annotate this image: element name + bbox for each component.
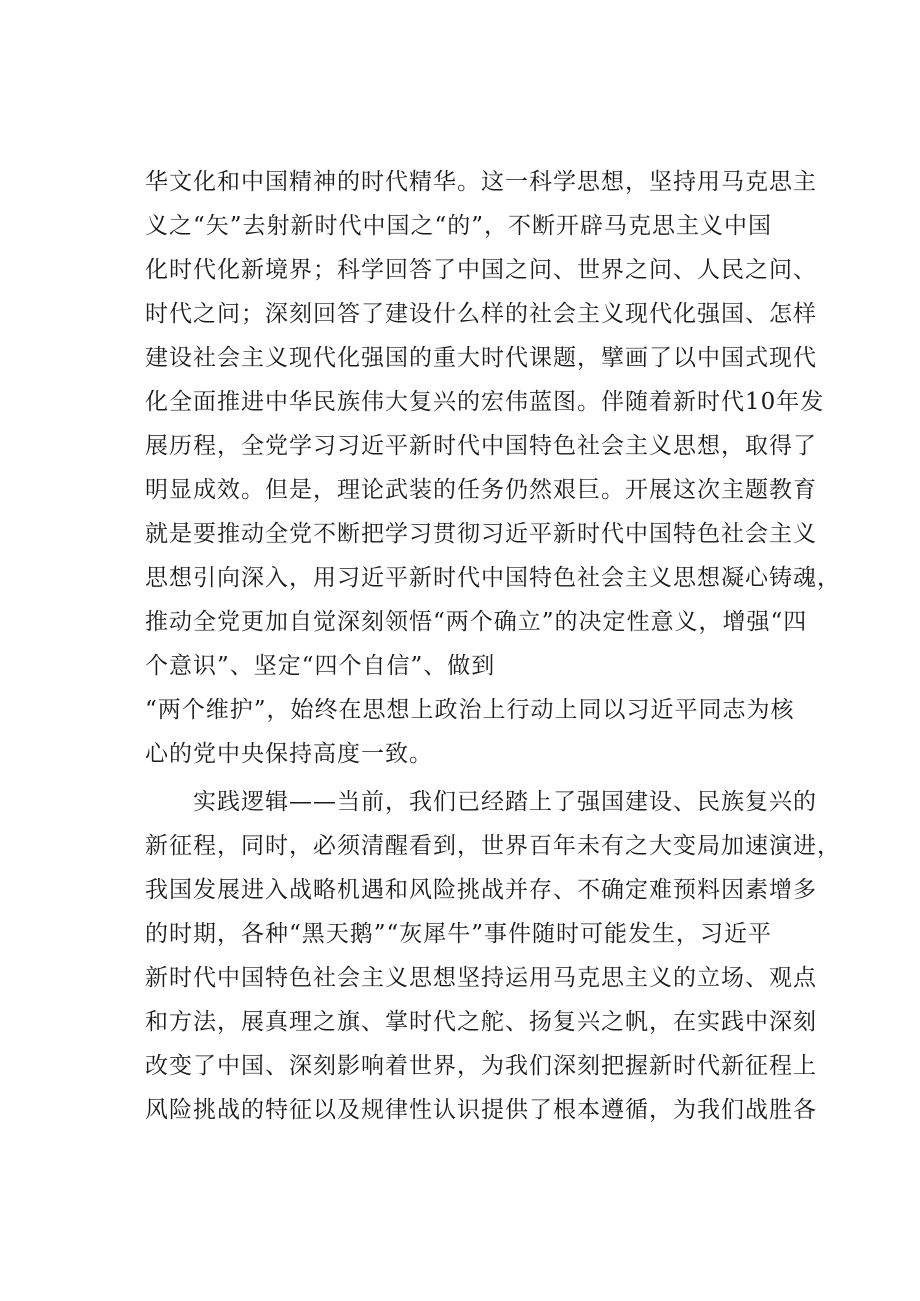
text-line: 新征程，同时，必须清醒看到，世界百年未有之大变局加速演进， — [145, 833, 841, 859]
text-line: 心的党中央保持高度一致。 — [145, 741, 433, 767]
text-line: 展历程，全党学习习近平新时代中国特色社会主义思想，取得了 — [145, 433, 817, 459]
text-line: 我国发展进入战略机遇和风险挑战并存、不确定难预料因素增多 — [145, 877, 817, 903]
text-line: 思想引向深入，用习近平新时代中国特色社会主义思想凝心铸魂， — [145, 565, 841, 591]
text-line: 新时代中国特色社会主义思想坚持运用马克思主义的立场、观点 — [145, 965, 817, 991]
text-line: 实践逻辑——当前，我们已经踏上了强国建设、民族复兴的 — [145, 789, 817, 815]
text-line: 化全面推进中华民族伟大复兴的宏伟蓝图。伴随着新时代10年发 — [145, 389, 825, 415]
text-line: “两个维护”，始终在思想上政治上行动上同以习近平同志为核 — [145, 697, 795, 723]
text-line: 化时代化新境界；科学回答了中国之问、世界之问、人民之问、 — [145, 257, 817, 283]
text-line: 风险挑战的特征以及规律性认识提供了根本遵循，为我们战胜各 — [145, 1097, 817, 1123]
text-line: 就是要推动全党不断把学习贯彻习近平新时代中国特色社会主义 — [145, 521, 817, 547]
text-line: 义之“矢”去射新时代中国之“的”，不断开辟马克思主义中国 — [145, 213, 773, 239]
text-line: 华文化和中国精神的时代精华。这一科学思想，坚持用马克思主 — [145, 169, 817, 195]
paragraph-2 — [145, 780, 841, 1132]
text-line: 个意识”、坚定“四个自信”、做到 — [145, 653, 496, 679]
paragraph-1 — [145, 160, 841, 776]
text-line: 推动全党更加自觉深刻领悟“两个确立”的决定性意义，增强“四 — [145, 609, 808, 635]
text-line: 明显成效。但是，理论武装的任务仍然艰巨。开展这次主题教育 — [145, 477, 817, 503]
text-line: 改变了中国、深刻影响着世界，为我们深刻把握新时代新征程上 — [145, 1053, 817, 1079]
document-body — [145, 160, 841, 1132]
text-line: 的时期，各种“黑天鹅”“灰犀牛”事件随时可能发生，习近平 — [145, 921, 773, 947]
text-line: 建设社会主义现代化强国的重大时代课题，擘画了以中国式现代 — [145, 345, 817, 371]
text-line: 时代之问；深刻回答了建设什么样的社会主义现代化强国、怎样 — [145, 301, 817, 327]
text-line: 和方法，展真理之旗、掌时代之舵、扬复兴之帆，在实践中深刻 — [145, 1009, 817, 1035]
